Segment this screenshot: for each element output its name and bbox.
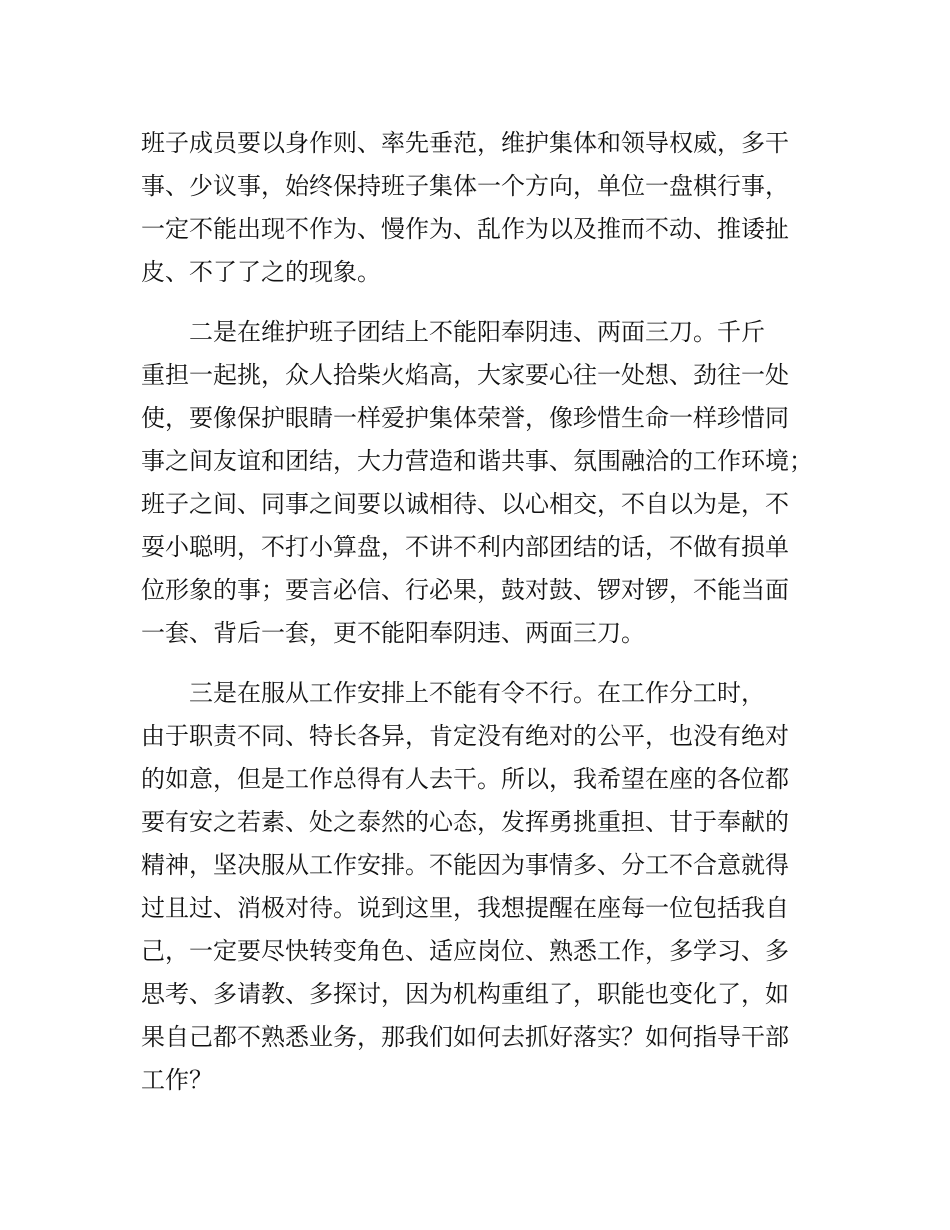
text-line: 己，一定要尽快转变角色、适应岗位、熟悉工作，多学习、多 <box>141 937 789 965</box>
text-line: 果自己都不熟悉业务，那我们如何去抓好落实？如何指导干部 <box>141 1023 789 1051</box>
text-line: 事之间友谊和团结，大力营造和谐共事、氛围融洽的工作环境； <box>141 447 813 475</box>
text-line: 工作？ <box>141 1066 213 1094</box>
text-line: 要有安之若素、处之泰然的心态，发挥勇挑重担、甘于奉献的 <box>141 808 789 836</box>
text-line: 重担一起挑，众人拾柴火焰高，大家要心往一处想、劲往一处 <box>141 361 789 389</box>
text-line: 皮、不了了之的现象。 <box>141 258 381 286</box>
paragraph-1 <box>141 122 831 294</box>
paragraph-2 <box>141 311 831 655</box>
text-line: 使，要像保护眼睛一样爱护集体荣誉，像珍惜生命一样珍惜同 <box>141 404 789 432</box>
text-line: 事、少议事，始终保持班子集体一个方向，单位一盘棋行事， <box>141 172 789 200</box>
text-line: 班子成员要以身作则、率先垂范，维护集体和领导权威，多干 <box>141 129 789 157</box>
text-line: 一定不能出现不作为、慢作为、乱作为以及推而不动、推诿扯 <box>141 215 789 243</box>
paragraph-gap <box>141 294 831 311</box>
text-line: 精神，坚决服从工作安排。不能因为事情多、分工不合意就得 <box>141 851 789 879</box>
document-body <box>141 122 831 1102</box>
text-line: 过且过、消极对待。说到这里，我想提醒在座每一位包括我自 <box>141 894 789 922</box>
paragraph-3 <box>141 672 831 1102</box>
text-line: 位形象的事；要言必信、行必果，鼓对鼓、锣对锣，不能当面 <box>141 576 789 604</box>
text-line: 班子之间、同事之间要以诚相待、以心相交，不自以为是，不 <box>141 490 789 518</box>
paragraph-gap <box>141 655 831 672</box>
text-line: 二是在维护班子团结上不能阳奉阴违、两面三刀。千斤 <box>189 318 765 346</box>
text-line: 三是在服从工作安排上不能有令不行。在工作分工时， <box>189 679 765 707</box>
text-line: 一套、背后一套，更不能阳奉阴违、两面三刀。 <box>141 619 645 647</box>
text-line: 由于职责不同、特长各异，肯定没有绝对的公平，也没有绝对 <box>141 722 789 750</box>
text-line: 思考、多请教、多探讨，因为机构重组了，职能也变化了，如 <box>141 980 789 1008</box>
text-line: 的如意，但是工作总得有人去干。所以，我希望在座的各位都 <box>141 765 789 793</box>
text-line: 耍小聪明，不打小算盘，不讲不利内部团结的话，不做有损单 <box>141 533 789 561</box>
